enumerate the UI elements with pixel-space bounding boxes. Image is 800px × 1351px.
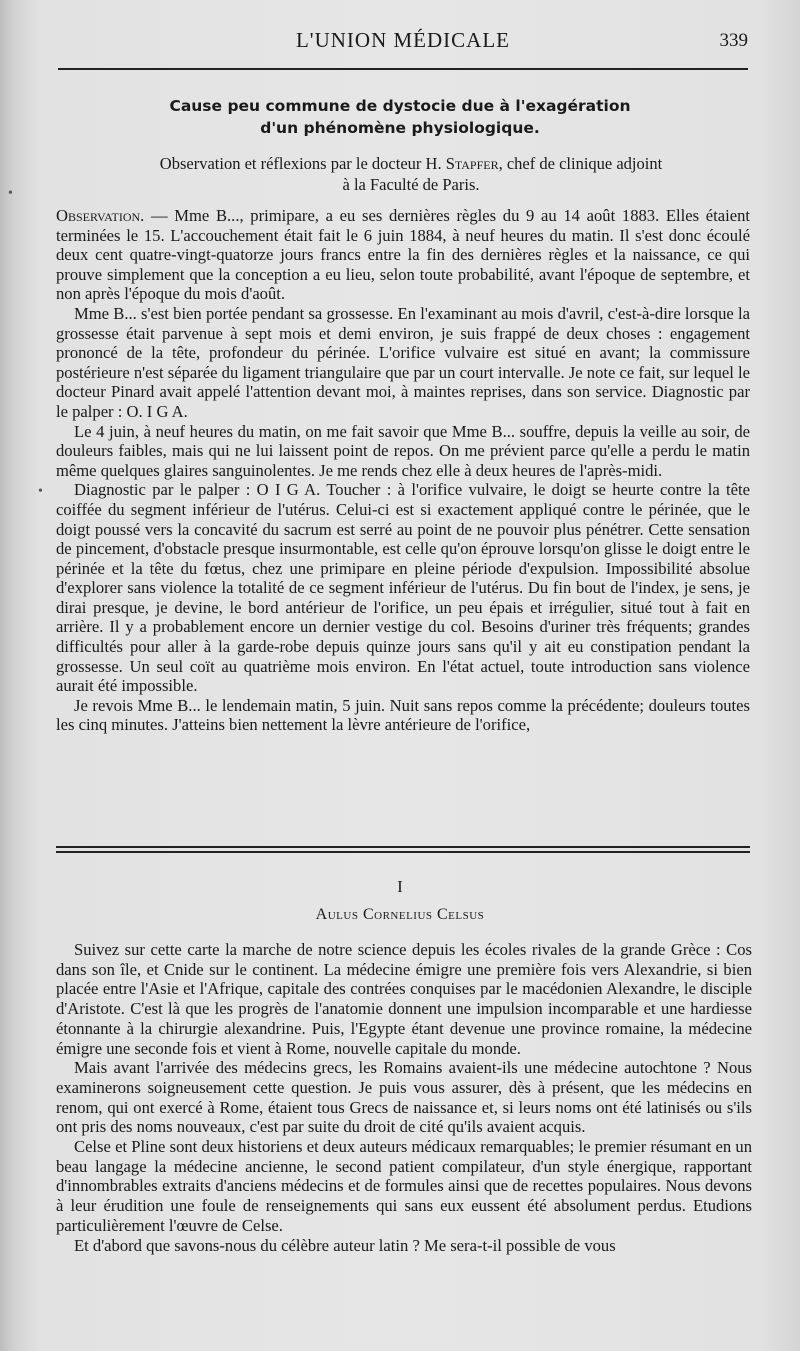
paragraph: Suivez sur cette carte la marche de notre science depuis les écoles rivales de la grande Grèce : Cos dans son île, et Cnide sur le continent. La médecine émigre une première fois vers Alexandrie, si bien placée entre l'Asie et l'Afrique, capitale des contrées conquises par le macédonien Alexandre, le disciple d'Aristote. C'est là que les progrès de l'anatomie donnent une impulsion incomparable et une hardiesse étonnante à la chirurgie alexandrine. Puis, l'Egypte étant devenue une province romaine, la médecine émigre une seconde fois et vient à Rome, nouvelle capitale du monde.: [56, 940, 752, 1058]
byline-line-1: [66, 153, 756, 174]
paragraph: Diagnostic par le palper : O I G A. Toucher : à l'orifice vulvaire, le doigt se heurte contre la tête coiffée du segment inférieur de l'utérus. Celui-ci est si exactement appliqué contre le périnée, que le doigt poussé vers la concavité du sacrum est serré au point de ne pouvoir plus pénétrer. Cette sensation de pincement, d'obstacle presque insurmontable, est celle qu'on éprouve lorsqu'on glisse le doigt entre le périnée et la tête du fœtus, chez une primipare en pleine période d'expulsion. Impossibilité absolue d'explorer sans violence la totalité de ce segment inférieur de l'utérus. Du fin bout de l'index, je sens, je dirai presque, je devine, le bord antérieur de l'orifice, un peu épais et irrégulier, situé tout à fait en arrière. Il y a probablement encore un dernier vestige du col. Besoins d'uriner très fréquents; grandes difficultés pour aller à la garde-robe depuis quinze jours sans qu'il y ait eu constipation pendant la grossesse. Un seul coït au quatrième mois environ. En l'état actuel, toute introduction sans violence aurait été impossible.: [56, 480, 750, 696]
margin-speck: •: [8, 186, 13, 201]
paragraph: [56, 206, 750, 304]
margin-speck: •: [38, 484, 43, 499]
paragraph-text: — Mme B..., primipare, a eu ses dernières règles du 9 au 14 août 1883. Elles étaient terminées le 15. L'accouchement était fait le 6 juin 1884, à neuf heures du matin. Il s'est donc écoulé deux cent quatre-vingt-quatorze jours francs entre la fin des dernières règles et la naissance, ce qui prouve simplement que la conception a eu lieu, selon toute probabilité, avant l'époque de septembre, et non après l'époque du mois d'août.: [56, 206, 750, 304]
byline-line-2: à la Faculté de Paris.: [342, 175, 480, 194]
page-number: 339: [719, 30, 748, 51]
section-heading: Aulus Cornelius Celsus: [315, 906, 485, 923]
observation-text: [56, 206, 750, 735]
paragraph: Et d'abord que savons-nous du célèbre auteur latin ? Me sera-t-il possible de vous: [74, 1235, 616, 1255]
paragraph: Celse et Pline sont deux historiens et deux auteurs médicaux remarquables; le premier résumant en un beau langage la médecine ancienne, le second patient compilateur, d'un style énergique, rapportant d'innombrables extraits d'anciens médecins et de formules ainsi que de recettes populaires. Nous devons à leur érudition une foule de renseignements qui sans eux eussent été absolument perdus. Etudions particulièrement l'œuvre de Celse.: [56, 1137, 752, 1235]
observation-label: Observation.: [56, 206, 145, 225]
article-title: [100, 95, 700, 139]
paragraph: Le 4 juin, à neuf heures du matin, on me fait savoir que Mme B... souffre, depuis la veille au soir, de douleurs faibles, mais qui ne lui laissent point de repos. On me prévient parce qu'elle a perdu le matin même quelques glaires sanguinolentes. Je me rends chez elle à deux heures de l'après-midi.: [56, 421, 750, 480]
article-byline: [66, 153, 756, 195]
paragraph: Mais avant l'arrivée des médecins grecs, les Romains avaient-ils une médecine autochtone ? Nous examinerons soigneusement cette question. Je puis vous assurer, dès à présent, que les médecins en renom, qui ont exercé à Rome, étaient tous Grecs de naissance et, si leurs noms ont été latinisés ou s'ils ont pris des noms nouveaux, c'est par suite du droit de cité qu'ils avaient acquis.: [56, 1058, 752, 1137]
header-rule: [58, 68, 748, 70]
celsus-text: [56, 940, 752, 1255]
article-title-line-2: d'un phénomène physiologique.: [260, 119, 540, 137]
section-divider: [56, 846, 750, 853]
running-header: [58, 28, 748, 64]
journal-title: L'UNION MÉDICALE: [295, 28, 510, 52]
paragraph: Mme B... s'est bien portée pendant sa grossesse. En l'examinant au mois d'avril, c'est-à-dire lorsque la grossesse était parvenue à sept mois et demi environ, je suis frappé de deux choses : engagement prononcé de la tête, profondeur du périnée. L'orifice vulvaire est situé en avant; la commissure postérieure n'est séparée du ligament triangulaire que par un court intervalle. Je note ce fait, sur lequel le docteur Pinard avait appelé l'attention devant moi, à maintes reprises, dans son service. Diagnostic par le palper : O. I G A.: [56, 303, 750, 421]
byline-author: Stapfer: [445, 154, 499, 173]
section-numeral: I: [397, 877, 403, 896]
byline-suffix: , chef de clinique adjoint: [498, 154, 663, 173]
byline-prefix: Observation et réflexions par le docteur H.: [159, 154, 446, 173]
paragraph: Je revois Mme B... le lendemain matin, 5 juin. Nuit sans repos comme la précédente; douleurs toutes les cinq minutes. J'atteins bien nettement la lèvre antérieure de l'orifice,: [56, 695, 750, 735]
article-title-line-1: Cause peu commune de dystocie due à l'exagération: [169, 97, 631, 115]
